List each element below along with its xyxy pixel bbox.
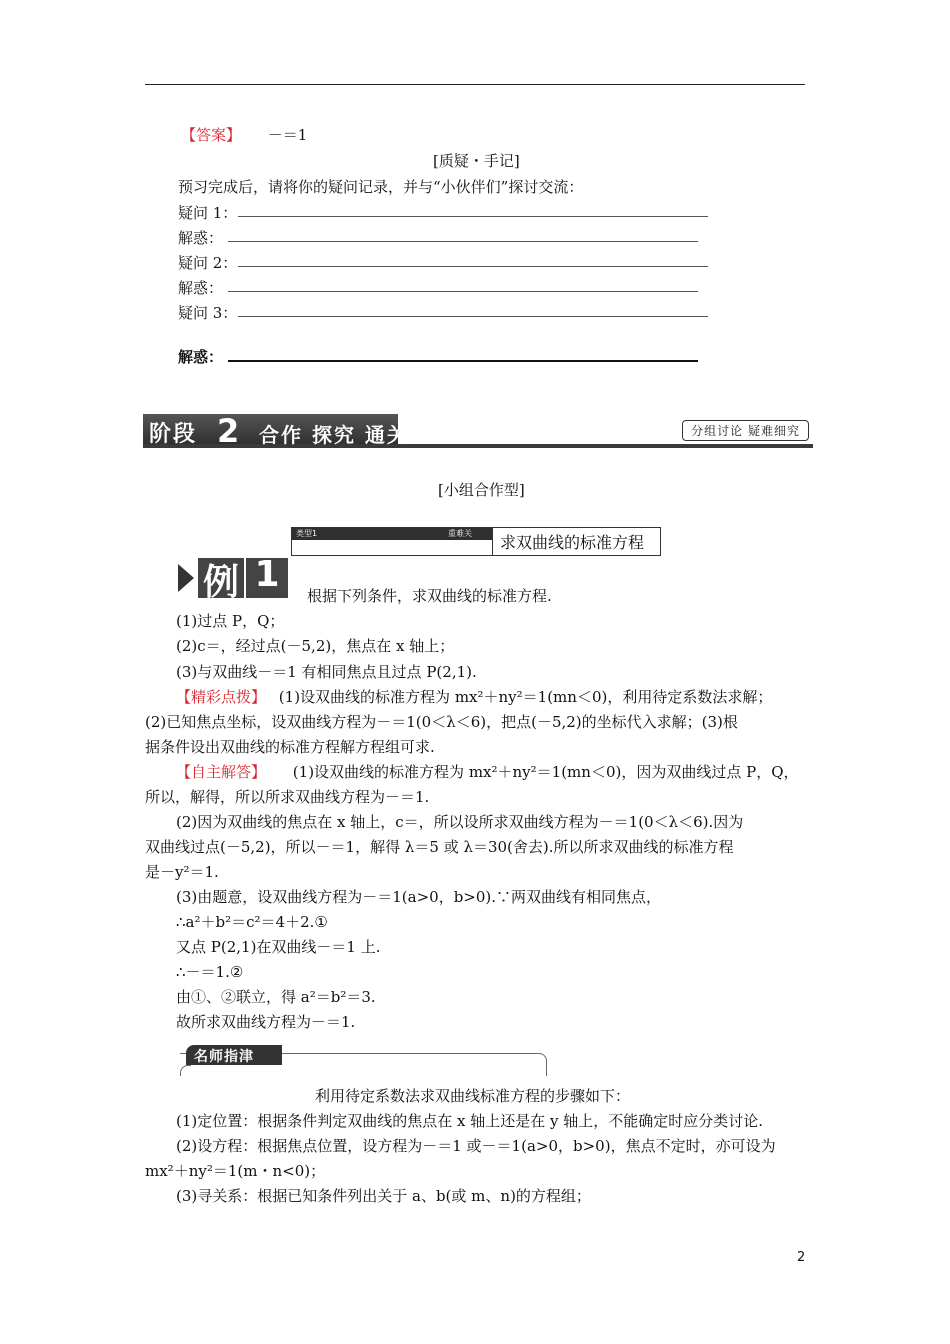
page-number: 2 xyxy=(797,1250,806,1265)
example-badge-label: 例 xyxy=(202,561,239,603)
example-number: 1 xyxy=(254,554,280,595)
answer-3-line[interactable] xyxy=(228,360,698,362)
question-2-line[interactable] xyxy=(238,266,708,267)
question-1-label: 疑问 1： xyxy=(178,204,238,222)
solution-line-10: 由①、②联立，得 a²＝b²＝3. xyxy=(176,988,376,1006)
question-2-label: 疑问 2： xyxy=(178,254,238,272)
answer-1-label: 解惑： xyxy=(178,229,224,247)
answer-text: －＝1 xyxy=(267,126,308,144)
type-box-divider xyxy=(492,528,493,555)
stage-title: 合作 探究 通关 xyxy=(259,423,409,447)
solution-line-4: 双曲线过点(－5,2)，所以－＝1，解得 λ＝5 或 λ＝30(舍去).所以所求双曲线的标准方程 xyxy=(145,838,734,856)
type-title: 求双曲线的标准方程 xyxy=(500,533,645,552)
arrow-icon xyxy=(178,564,194,592)
header-rule xyxy=(145,84,805,85)
hint-line-1 xyxy=(176,686,772,707)
notes-heading: [质疑・手记] xyxy=(433,152,520,170)
question-3-line[interactable] xyxy=(238,316,708,317)
answer-2-label: 解惑： xyxy=(178,279,224,297)
stage-banner xyxy=(143,414,813,448)
example-badge xyxy=(178,554,289,603)
solution-line-9: ∴－＝1.② xyxy=(176,963,244,981)
tips-header xyxy=(180,1045,548,1075)
solution-line-3: (2)因为双曲线的焦点在 x 轴上，c＝，所以设所求双曲线方程为－＝1(0＜λ＜6).因为 xyxy=(176,813,744,831)
tips-step-2a: (2)设方程：根据焦点位置，设方程为－＝1 或－＝1(a>0，b>0)，焦点不定时，亦可设为 xyxy=(176,1137,776,1155)
type-box xyxy=(291,527,661,556)
notes-intro: 预习完成后，请将你的疑问记录，并与“小伙伴们”探讨交流： xyxy=(178,178,584,196)
solution-line-2: 所以，解得，所以所求双曲线方程为－＝1. xyxy=(145,788,430,806)
type-label: 类型1 xyxy=(296,529,318,538)
solution-line-8: 又点 P(2,1)在双曲线－＝1 上. xyxy=(176,938,381,956)
solution-line-11: 故所求双曲线方程为－＝1. xyxy=(176,1013,356,1031)
solution-label: 【自主解答】 xyxy=(176,763,267,781)
question-3-label: 疑问 3： xyxy=(178,304,238,322)
answer-label: 【答案】 xyxy=(181,126,242,144)
example-prompt: 根据下列条件，求双曲线的标准方程. xyxy=(307,587,552,605)
tips-step-1: (1)定位置：根据条件判定双曲线的焦点在 x 轴上还是在 y 轴上，不能确定时应分类讨论. xyxy=(176,1112,764,1130)
stage-label: 阶段 xyxy=(149,422,198,447)
tips-step-2b: mx²＋ny²＝1(m・n<0)； xyxy=(145,1162,326,1180)
hint-line-2: (2)已知焦点坐标，设双曲线方程为－＝1(0＜λ＜6)，把点(－5,2)的坐标代入求解；(3)根 xyxy=(145,713,738,731)
question-1-line[interactable] xyxy=(238,216,708,217)
answer-2-line[interactable] xyxy=(228,291,698,292)
stage-number: 2 xyxy=(217,412,240,450)
tips-label: 名师指津 xyxy=(194,1049,254,1065)
example-condition-2: (2)c＝，经过点(－5,2)，焦点在 x 轴上； xyxy=(176,637,455,655)
answer-line xyxy=(181,124,307,145)
stage-banner-rule xyxy=(143,444,813,448)
answer-1-line[interactable] xyxy=(228,241,698,242)
type-difficulty: 重难关 xyxy=(448,529,472,538)
hint-line-3: 据条件设出双曲线的标准方程解方程组可求. xyxy=(145,738,435,756)
hint-label: 【精彩点拨】 xyxy=(176,688,267,706)
tips-step-3: (3)寻关系：根据已知条件列出关于 a、b(或 m、n)的方程组； xyxy=(176,1187,591,1205)
solution-line-5: 是－y²＝1. xyxy=(145,863,219,881)
tips-frame-tail xyxy=(180,1065,191,1076)
answer-3-label: 解惑： xyxy=(178,348,224,366)
section-heading: [小组合作型] xyxy=(438,481,525,499)
solution-line-6: (3)由题意，设双曲线方程为－＝1(a>0，b>0).∵两双曲线有相同焦点， xyxy=(176,888,662,906)
solution-text-1: (1)设双曲线的标准方程为 mx²＋ny²＝1(mn＜0)，因为双曲线过点 P，Q， xyxy=(292,763,799,781)
tips-intro: 利用待定系数法求双曲线标准方程的步骤如下： xyxy=(315,1087,631,1105)
solution-line-1 xyxy=(176,761,799,782)
example-condition-1: (1)过点 P，Q； xyxy=(176,612,285,630)
stage-tag: 分组讨论 疑难细究 xyxy=(682,420,809,441)
example-condition-3: (3)与双曲线－＝1 有相同焦点且过点 P(2,1). xyxy=(176,663,477,681)
solution-line-7: ∴a²＋b²＝c²＝4＋2.① xyxy=(176,913,328,931)
hint-text-1: (1)设双曲线的标准方程为 mx²＋ny²＝1(mn＜0)，利用待定系数法求解； xyxy=(278,688,773,706)
